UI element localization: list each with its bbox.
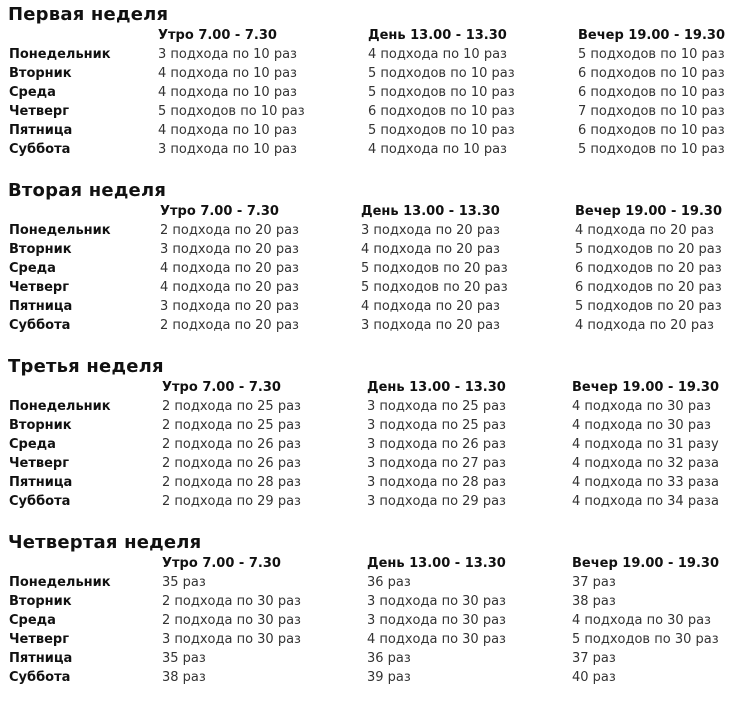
day-label: Среда: [9, 437, 56, 452]
day-label: Четверг: [9, 456, 69, 471]
evening-cell: 4 подхода по 30 раз: [572, 399, 711, 414]
morning-cell: 4 подхода по 10 раз: [158, 85, 297, 100]
evening-cell: 5 подходов по 20 раз: [575, 242, 722, 257]
day-label: Четверг: [9, 104, 69, 119]
day-label: Суббота: [9, 142, 71, 157]
evening-cell: 4 подхода по 31 разу: [572, 437, 719, 452]
day-label: Четверг: [9, 632, 69, 647]
day-cell: 5 подходов по 10 раз: [368, 85, 515, 100]
morning-cell: 3 подхода по 20 раз: [160, 242, 299, 257]
evening-cell: 4 подхода по 20 раз: [575, 223, 714, 238]
morning-cell: 2 подхода по 30 раз: [162, 613, 301, 628]
evening-cell: 5 подходов по 30 раз: [572, 632, 719, 647]
evening-cell: 4 подхода по 32 раза: [572, 456, 719, 471]
week-title: Первая неделя: [8, 4, 169, 25]
day-label: Среда: [9, 85, 56, 100]
day-cell: 3 подхода по 29 раз: [367, 494, 506, 509]
morning-cell: 3 подхода по 30 раз: [162, 632, 301, 647]
evening-cell: 5 подходов по 10 раз: [578, 142, 725, 157]
day-label: Пятница: [9, 299, 73, 314]
morning-cell: 2 подхода по 26 раз: [162, 437, 301, 452]
evening-cell: 6 подходов по 20 раз: [575, 261, 722, 276]
morning-cell: 2 подхода по 28 раз: [162, 475, 301, 490]
morning-cell: 2 подхода по 26 раз: [162, 456, 301, 471]
morning-cell: 4 подхода по 10 раз: [158, 66, 297, 81]
column-header-day: День 13.00 - 13.30: [367, 380, 506, 395]
day-cell: 3 подхода по 27 раз: [367, 456, 506, 471]
morning-cell: 4 подхода по 10 раз: [158, 123, 297, 138]
day-cell: 3 подхода по 20 раз: [361, 318, 500, 333]
day-cell: 3 подхода по 26 раз: [367, 437, 506, 452]
day-label: Вторник: [9, 594, 72, 609]
day-label: Среда: [9, 261, 56, 276]
evening-cell: 4 подхода по 33 раза: [572, 475, 719, 490]
day-cell: 5 подходов по 20 раз: [361, 280, 508, 295]
evening-cell: 4 подхода по 34 раза: [572, 494, 719, 509]
morning-cell: 35 раз: [162, 575, 206, 590]
day-label: Вторник: [9, 66, 72, 81]
day-label: Понедельник: [9, 575, 111, 590]
morning-cell: 3 подхода по 10 раз: [158, 142, 297, 157]
column-header-day: День 13.00 - 13.30: [361, 204, 500, 219]
day-cell: 39 раз: [367, 670, 411, 685]
week-title: Вторая неделя: [8, 180, 167, 201]
column-header-morning: Утро 7.00 - 7.30: [162, 556, 281, 571]
day-label: Суббота: [9, 494, 71, 509]
column-header-day: День 13.00 - 13.30: [368, 28, 507, 43]
day-cell: 5 подходов по 10 раз: [368, 123, 515, 138]
evening-cell: 4 подхода по 30 раз: [572, 418, 711, 433]
morning-cell: 4 подхода по 20 раз: [160, 261, 299, 276]
day-label: Суббота: [9, 318, 71, 333]
day-label: Суббота: [9, 670, 71, 685]
day-cell: 4 подхода по 20 раз: [361, 299, 500, 314]
column-header-evening: Вечер 19.00 - 19.30: [572, 556, 719, 571]
day-label: Вторник: [9, 418, 72, 433]
day-label: Четверг: [9, 280, 69, 295]
column-header-evening: Вечер 19.00 - 19.30: [572, 380, 719, 395]
day-cell: 4 подхода по 20 раз: [361, 242, 500, 257]
day-cell: 5 подходов по 20 раз: [361, 261, 508, 276]
morning-cell: 2 подхода по 25 раз: [162, 399, 301, 414]
morning-cell: 38 раз: [162, 670, 206, 685]
evening-cell: 4 подхода по 20 раз: [575, 318, 714, 333]
morning-cell: 2 подхода по 30 раз: [162, 594, 301, 609]
morning-cell: 2 подхода по 25 раз: [162, 418, 301, 433]
day-cell: 4 подхода по 10 раз: [368, 47, 507, 62]
week-title: Четвертая неделя: [8, 532, 202, 553]
column-header-morning: Утро 7.00 - 7.30: [160, 204, 279, 219]
evening-cell: 37 раз: [572, 575, 616, 590]
day-cell: 4 подхода по 10 раз: [368, 142, 507, 157]
column-header-morning: Утро 7.00 - 7.30: [158, 28, 277, 43]
column-header-evening: Вечер 19.00 - 19.30: [575, 204, 722, 219]
day-label: Пятница: [9, 123, 73, 138]
day-cell: 5 подходов по 10 раз: [368, 66, 515, 81]
day-label: Пятница: [9, 475, 73, 490]
day-cell: 6 подходов по 10 раз: [368, 104, 515, 119]
day-label: Понедельник: [9, 399, 111, 414]
morning-cell: 2 подхода по 20 раз: [160, 318, 299, 333]
day-label: Понедельник: [9, 47, 111, 62]
day-cell: 3 подхода по 25 раз: [367, 418, 506, 433]
evening-cell: 5 подходов по 10 раз: [578, 47, 725, 62]
morning-cell: 3 подхода по 10 раз: [158, 47, 297, 62]
morning-cell: 35 раз: [162, 651, 206, 666]
day-cell: 36 раз: [367, 651, 411, 666]
morning-cell: 3 подхода по 20 раз: [160, 299, 299, 314]
morning-cell: 2 подхода по 20 раз: [160, 223, 299, 238]
evening-cell: 6 подходов по 10 раз: [578, 85, 725, 100]
evening-cell: 4 подхода по 30 раз: [572, 613, 711, 628]
day-label: Вторник: [9, 242, 72, 257]
evening-cell: 37 раз: [572, 651, 616, 666]
day-cell: 3 подхода по 30 раз: [367, 613, 506, 628]
day-cell: 4 подхода по 30 раз: [367, 632, 506, 647]
day-label: Среда: [9, 613, 56, 628]
evening-cell: 5 подходов по 20 раз: [575, 299, 722, 314]
week-title: Третья неделя: [8, 356, 164, 377]
day-label: Пятница: [9, 651, 73, 666]
evening-cell: 40 раз: [572, 670, 616, 685]
morning-cell: 5 подходов по 10 раз: [158, 104, 305, 119]
column-header-evening: Вечер 19.00 - 19.30: [578, 28, 725, 43]
day-cell: 3 подхода по 20 раз: [361, 223, 500, 238]
day-cell: 3 подхода по 25 раз: [367, 399, 506, 414]
evening-cell: 6 подходов по 20 раз: [575, 280, 722, 295]
evening-cell: 38 раз: [572, 594, 616, 609]
day-cell: 3 подхода по 28 раз: [367, 475, 506, 490]
evening-cell: 7 подходов по 10 раз: [578, 104, 725, 119]
evening-cell: 6 подходов по 10 раз: [578, 66, 725, 81]
evening-cell: 6 подходов по 10 раз: [578, 123, 725, 138]
column-header-morning: Утро 7.00 - 7.30: [162, 380, 281, 395]
day-cell: 36 раз: [367, 575, 411, 590]
day-label: Понедельник: [9, 223, 111, 238]
day-cell: 3 подхода по 30 раз: [367, 594, 506, 609]
column-header-day: День 13.00 - 13.30: [367, 556, 506, 571]
morning-cell: 4 подхода по 20 раз: [160, 280, 299, 295]
morning-cell: 2 подхода по 29 раз: [162, 494, 301, 509]
